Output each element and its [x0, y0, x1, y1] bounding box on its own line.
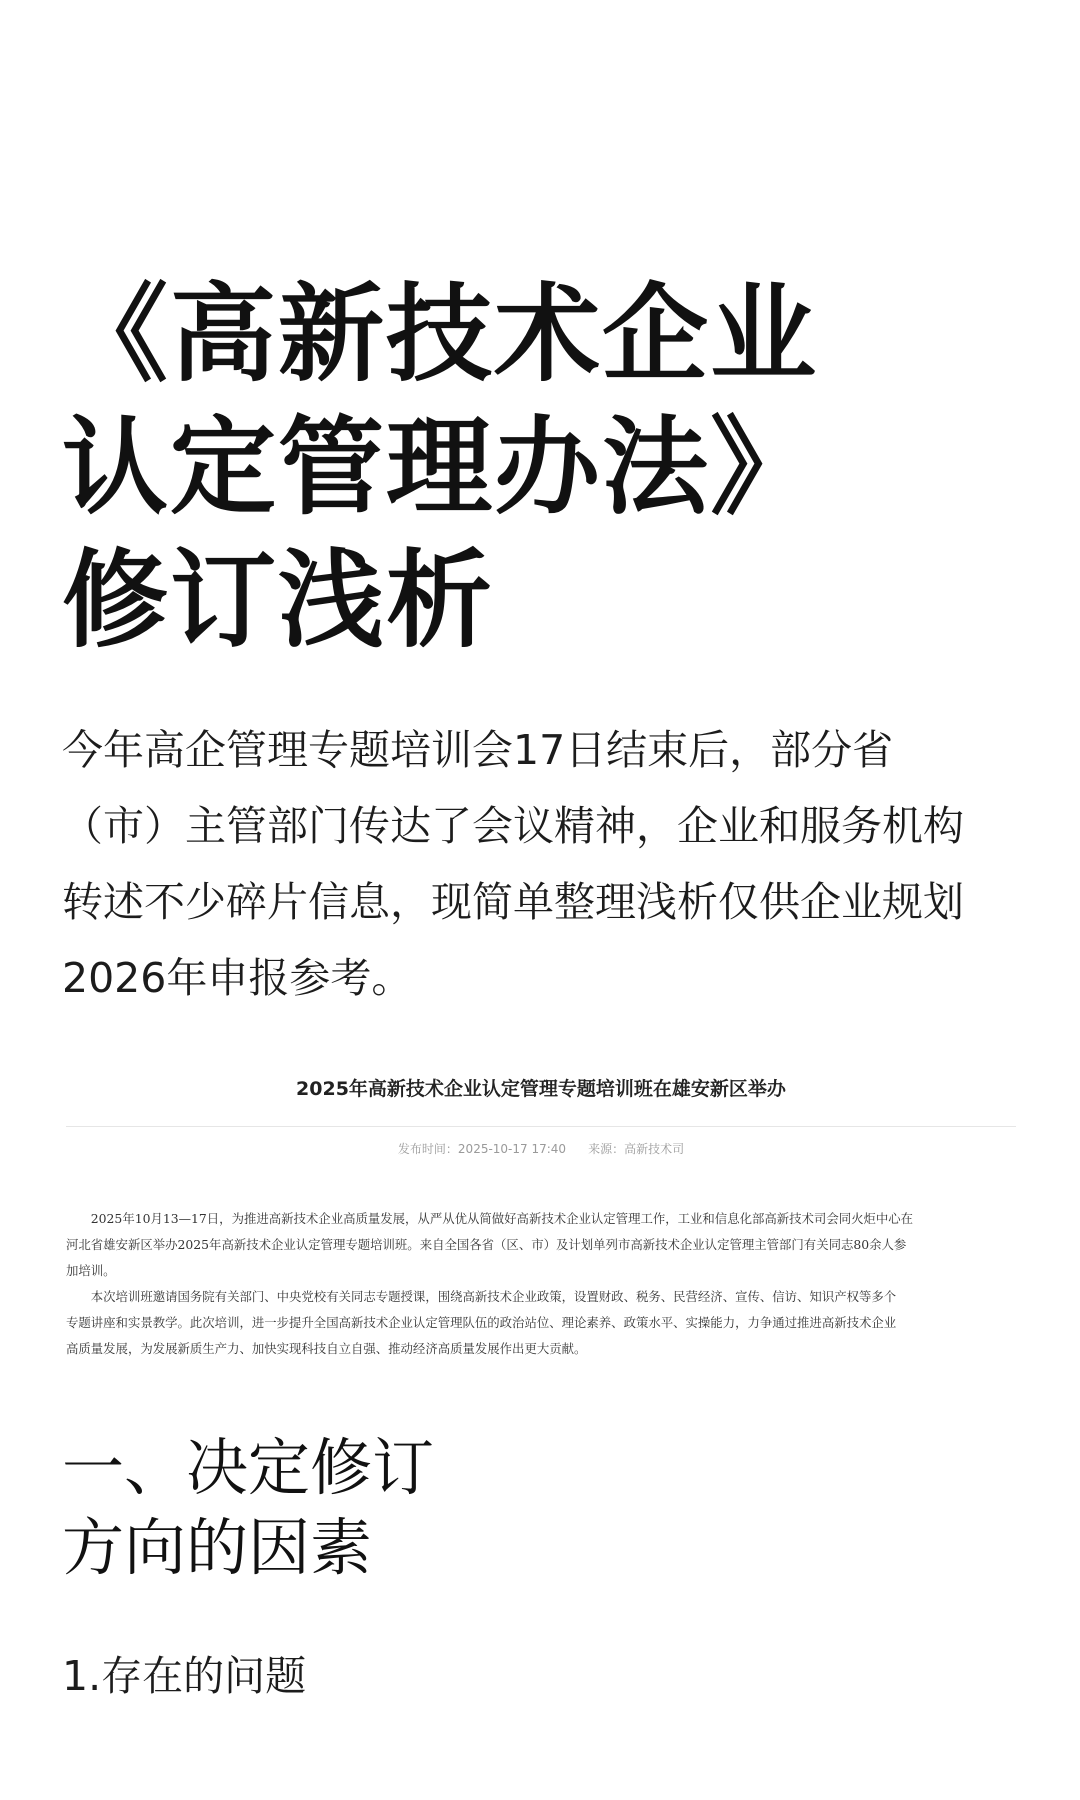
- article-title-line: 修订浅析: [62, 539, 494, 662]
- news-body-line: 加培训。: [66, 1263, 116, 1278]
- news-publish-time: 发布时间：2025-10-17 17:40: [397, 1142, 567, 1156]
- news-headline: 2025年高新技术企业认定管理专题培训班在雄安新区举办: [296, 1078, 786, 1100]
- news-body-line: 河北省雄安新区举办2025年高新技术企业认定管理专题培训班。来自全国各省（区、市）及计划单列市高新技术企业认定管理主管部门有关同志80余人参: [66, 1237, 907, 1252]
- news-body-line: 2025年10月13—17日，为推进高新技术企业高质量发展，从严从优从简做好高新技术企业认定管理工作，工业和信息化部高新技术司会同火炬中心在: [66, 1211, 914, 1226]
- news-body-line: 专题讲座和实景教学。此次培训，进一步提升全国高新技术企业认定管理队伍的政治站位、理论素养、政策水平、实操能力，力争通过推进高新技术企业: [66, 1315, 897, 1330]
- section-heading-line: 方向的因素: [62, 1511, 373, 1584]
- news-divider: [66, 1126, 1016, 1127]
- sub-heading: 1.存在的问题: [62, 1652, 307, 1700]
- intro-line: 今年高企管理专题培训会17日结束后，部分省: [62, 726, 894, 774]
- news-source: 来源：高新技术司: [588, 1142, 685, 1156]
- article-title-line: 《高新技术企业: [62, 273, 818, 396]
- news-body: [66, 1206, 1016, 1362]
- intro-line: 转述不少碎片信息，现简单整理浅析仅供企业规划: [62, 878, 964, 926]
- news-meta: [62, 1140, 1020, 1157]
- news-screenshot: [62, 1040, 1020, 1360]
- intro-line: 2026年申报参考。: [62, 954, 413, 1002]
- article-title-line: 认定管理办法》: [62, 406, 818, 529]
- news-body-line: 本次培训班邀请国务院有关部门、中央党校有关同志专题授课，围绕高新技术企业政策，设置财政、税务、民营经济、宣传、信访、知识产权等多个: [66, 1289, 897, 1304]
- news-body-line: 高质量发展，为发展新质生产力、加快实现科技自立自强、推动经济高质量发展作出更大贡献。: [66, 1341, 587, 1356]
- intro-line: （市）主管部门传达了会议精神，企业和服务机构: [62, 802, 964, 850]
- intro-paragraph: [62, 712, 1022, 1016]
- section-heading: [62, 1428, 434, 1588]
- section-heading-line: 一、决定修订: [62, 1431, 435, 1504]
- article-title: [62, 268, 962, 667]
